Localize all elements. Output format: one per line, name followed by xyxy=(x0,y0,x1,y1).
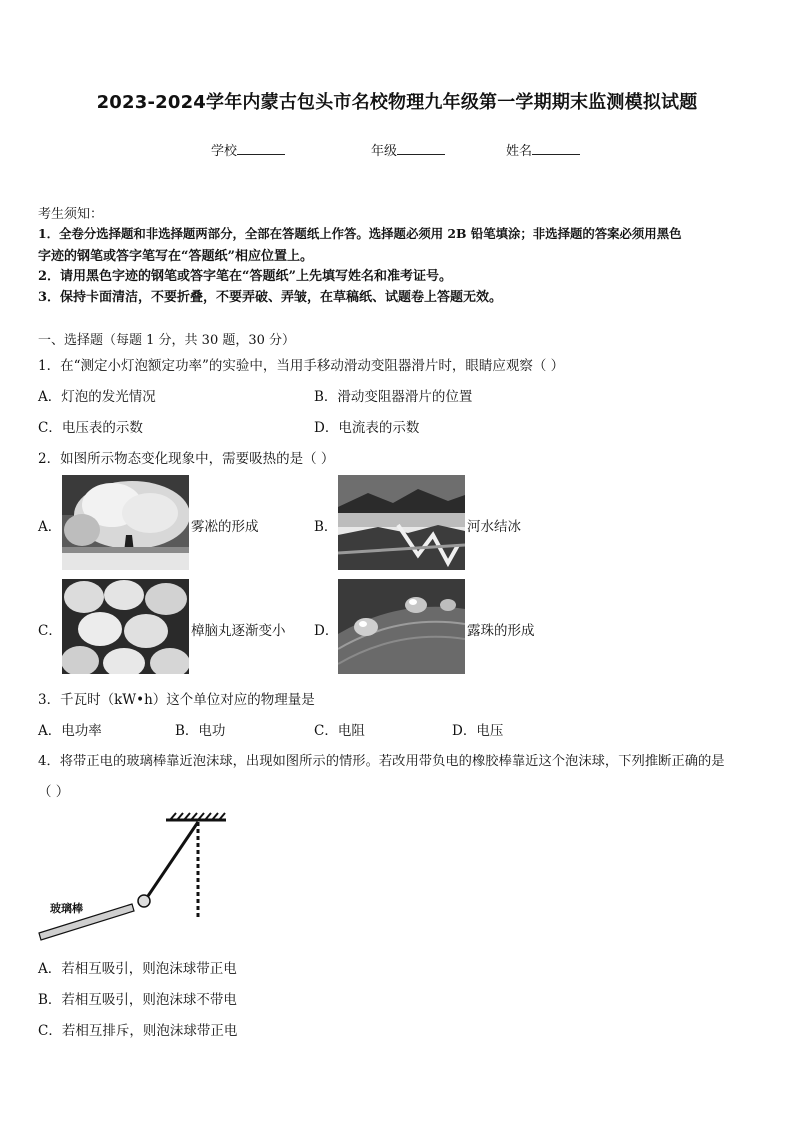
q2-option-d-text: 露珠的形成 xyxy=(467,623,535,639)
q1-option-b: B．滑动变阻器滑片的位置 xyxy=(314,389,473,405)
q3-option-a: A．电功率 xyxy=(38,723,102,739)
rime-photo xyxy=(62,475,189,570)
mothball-photo xyxy=(62,579,189,674)
q1-option-c: C．电压表的示数 xyxy=(38,420,143,436)
notice-line-3: 3．保持卡面清洁，不要折叠，不要弄破、弄皱，在草稿纸、试题卷上答题无效。 xyxy=(38,290,503,305)
q1-option-a: A．灯泡的发光情况 xyxy=(38,389,156,405)
q1-stem: 1．在“测定小灯泡额定功率”的实验中，当用手移动滑动变阻器滑片时，眼睛应观察（ ） xyxy=(38,358,565,374)
frozen-river-photo xyxy=(338,475,465,570)
school-blank xyxy=(237,142,285,155)
grade-label: 年级 xyxy=(371,144,398,159)
glass-rod-label: 玻璃棒 xyxy=(50,902,83,915)
name-label: 姓名 xyxy=(506,144,533,159)
notice-line-1: 1．全卷分选择题和非选择题两部分，全部在答题纸上作答。选择题必须用 2B 铅笔填涂；非选择题的答案必须用黑色 xyxy=(38,226,682,241)
notice-line-2: 2．请用黑色字迹的钢笔或答字笔在“答题纸”上先填写姓名和准考证号。 xyxy=(38,269,453,284)
q2-option-a-text: 雾凇的形成 xyxy=(191,519,259,535)
q4-paren: （ ） xyxy=(38,784,70,800)
q4-option-b: B．若相互吸引，则泡沫球不带电 xyxy=(38,992,237,1008)
grade-field xyxy=(371,140,445,159)
notice-heading: 考生须知： xyxy=(38,207,104,222)
q4-option-c: C．若相互排斥，则泡沫球带正电 xyxy=(38,1023,238,1039)
q3-option-c: C．电阻 xyxy=(314,723,365,739)
q1-option-d: D．电流表的示数 xyxy=(314,420,420,436)
dew-photo xyxy=(338,579,465,674)
q2-option-d-letter: D． xyxy=(314,623,339,639)
section-heading: 一、选择题（每题 1 分，共 30 题，30 分） xyxy=(38,333,296,348)
notice-line-1b: 字迹的钢笔或答字笔写在“答题纸”相应位置上。 xyxy=(38,249,313,264)
q2-option-c-text: 樟脑丸逐渐变小 xyxy=(191,623,286,639)
q2-option-c-letter: C． xyxy=(38,623,62,639)
q2-option-b-text: 河水结冰 xyxy=(467,519,521,535)
q3-option-d: D．电压 xyxy=(452,723,504,739)
name-blank xyxy=(532,142,580,155)
q4-option-a: A．若相互吸引，则泡沫球带正电 xyxy=(38,961,237,977)
q2-option-b-letter: B． xyxy=(314,519,338,535)
q3-stem: 3．千瓦时（kW•h）这个单位对应的物理量是 xyxy=(38,692,315,708)
charged-ball-diagram xyxy=(36,812,236,942)
page-title: 2023-2024学年内蒙古包头市名校物理九年级第一学期期末监测模拟试题 xyxy=(96,92,698,113)
school-field xyxy=(211,140,285,159)
q2-stem: 2．如图所示物态变化现象中，需要吸热的是（ ） xyxy=(38,451,335,467)
name-field xyxy=(506,140,580,159)
q3-option-b: B．电功 xyxy=(175,723,226,739)
grade-blank xyxy=(397,142,445,155)
q4-stem: 4．将带正电的玻璃棒靠近泡沫球，出现如图所示的情形。若改用带负电的橡胶棒靠近这个泡沫球，下列推断正确的是 xyxy=(38,754,725,769)
school-label: 学校 xyxy=(211,144,238,159)
q2-option-a-letter: A． xyxy=(38,519,62,535)
